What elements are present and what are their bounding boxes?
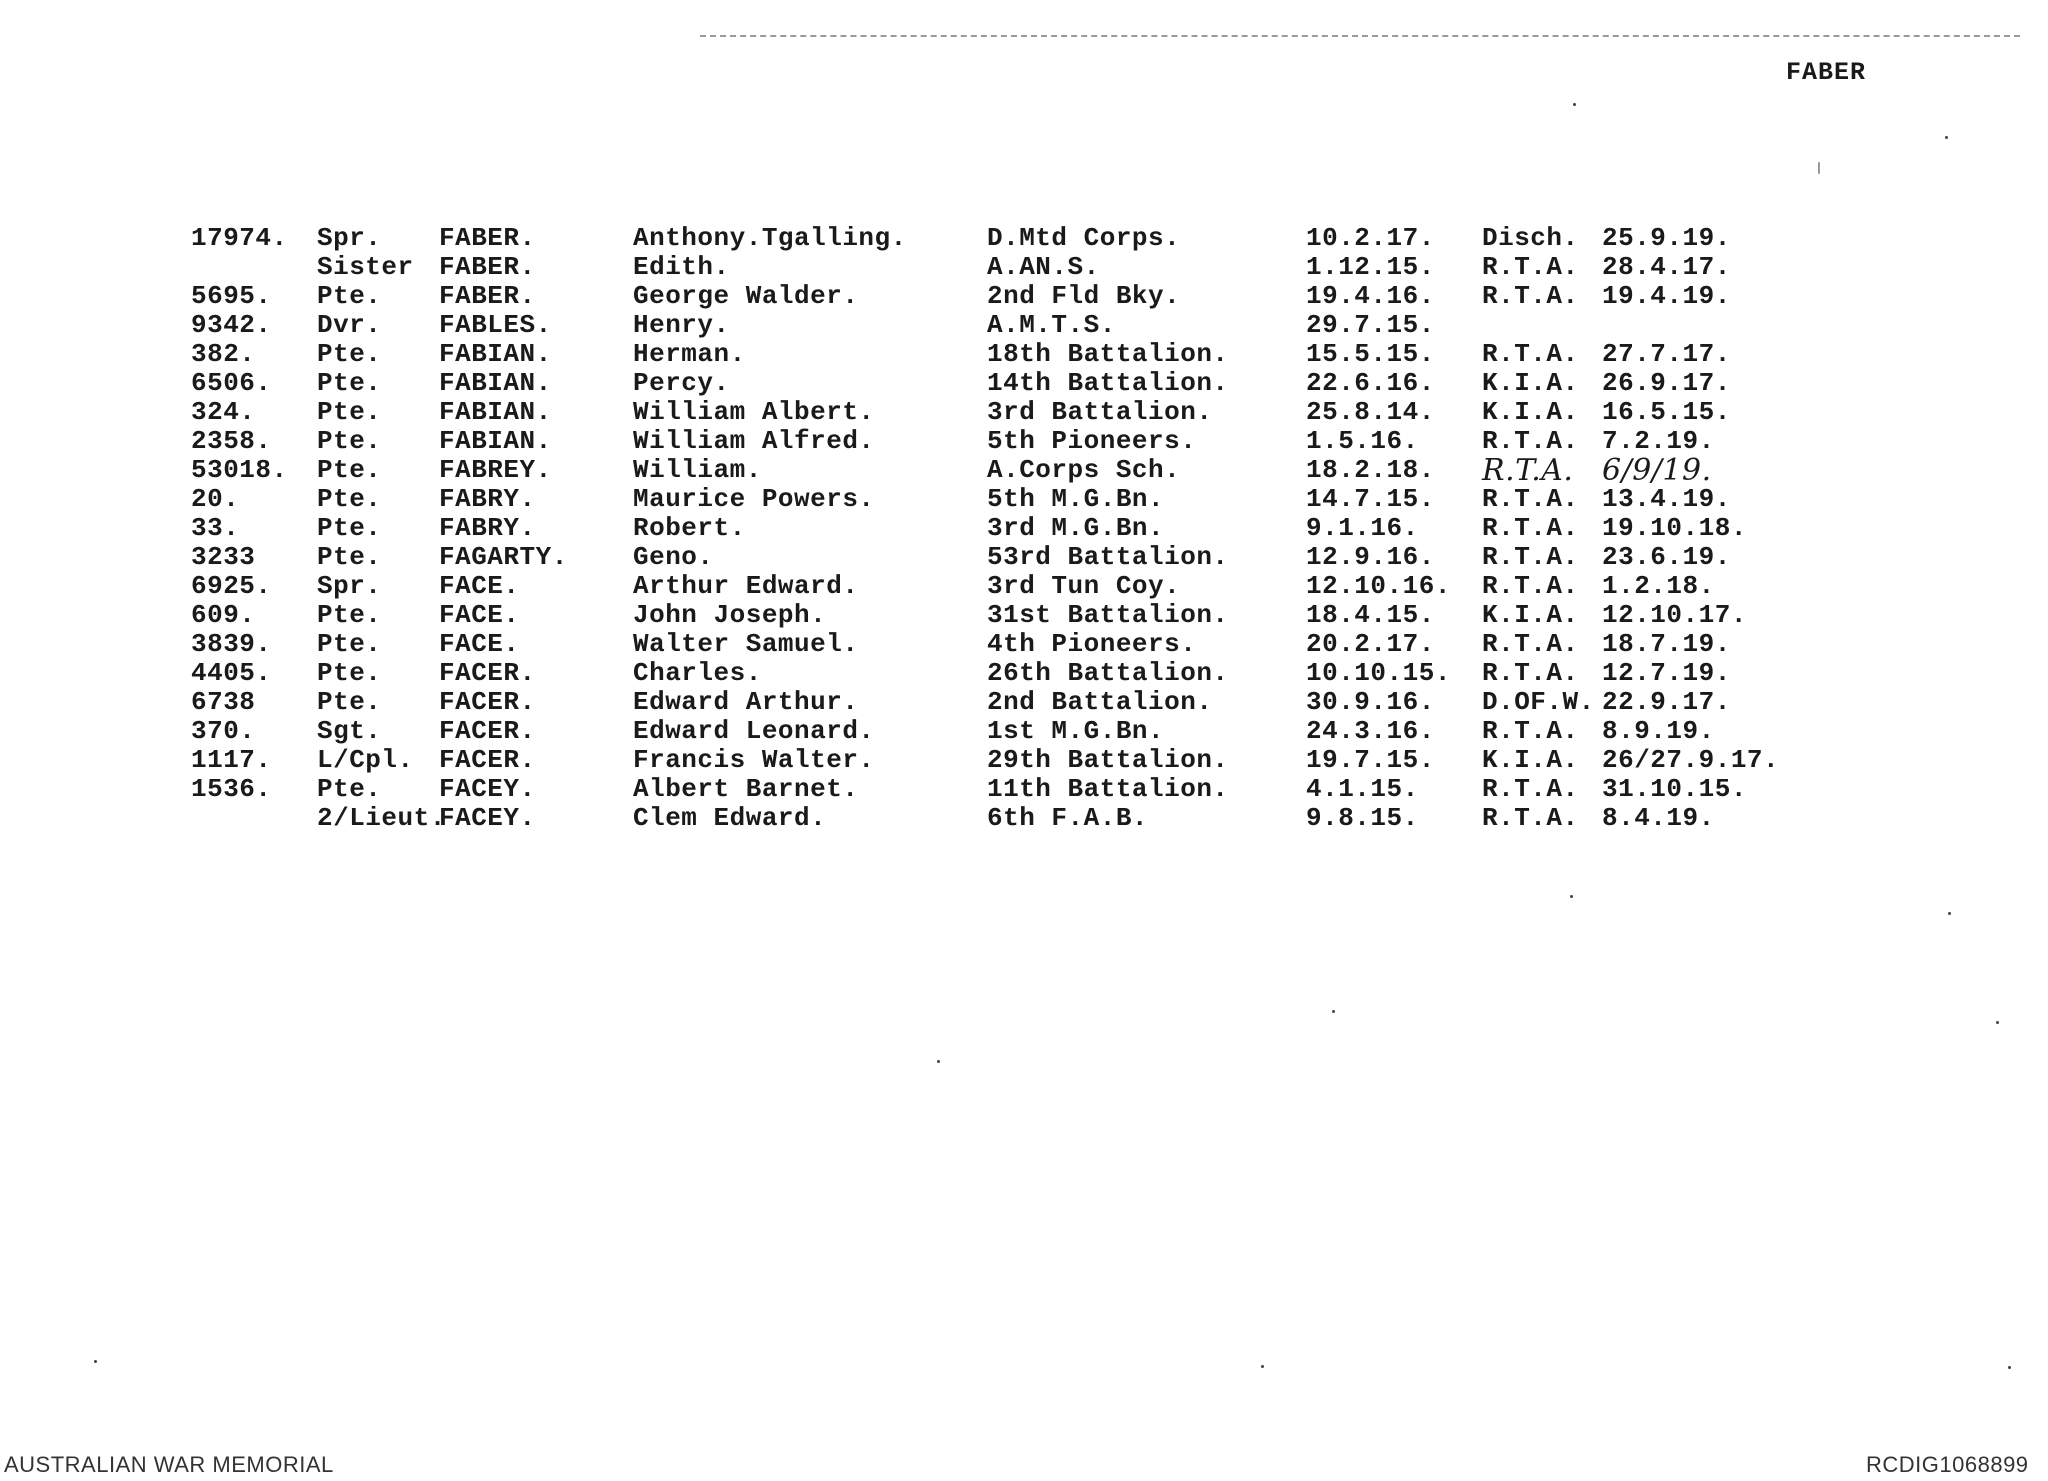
roll-row bbox=[0, 804, 1800, 833]
roll-fate-date: 23.6.19. bbox=[1602, 542, 1731, 572]
roll-row bbox=[0, 630, 1800, 659]
roll-given-names: Anthony.Tgalling. bbox=[633, 223, 907, 253]
roll-enlistment-date: 1.12.15. bbox=[1306, 252, 1435, 282]
roll-fate-date: 7.2.19. bbox=[1602, 426, 1715, 456]
scan-speck bbox=[1261, 1365, 1264, 1368]
roll-service-number: 1536. bbox=[191, 774, 272, 804]
roll-unit: 53rd Battalion. bbox=[987, 542, 1229, 572]
roll-enlistment-date: 10.10.15. bbox=[1306, 658, 1451, 688]
roll-given-names: Edith. bbox=[633, 252, 730, 282]
roll-row bbox=[0, 369, 1800, 398]
roll-enlistment-date: 14.7.15. bbox=[1306, 484, 1435, 514]
roll-fate-date: 12.7.19. bbox=[1602, 658, 1731, 688]
roll-rank: Pte. bbox=[317, 368, 382, 398]
roll-unit: 2nd Fld Bky. bbox=[987, 281, 1181, 311]
roll-given-names: George Walder. bbox=[633, 281, 859, 311]
scan-speck bbox=[1570, 895, 1573, 898]
roll-fate-date: 19.4.19. bbox=[1602, 281, 1731, 311]
roll-unit: A.AN.S. bbox=[987, 252, 1100, 282]
roll-service-number: 3839. bbox=[191, 629, 272, 659]
roll-rank: Pte. bbox=[317, 542, 382, 572]
roll-service-number: 609. bbox=[191, 600, 256, 630]
roll-fate-date: 16.5.15. bbox=[1602, 397, 1731, 427]
roll-given-names: Walter Samuel. bbox=[633, 629, 859, 659]
roll-unit: 3rd Tun Coy. bbox=[987, 571, 1181, 601]
roll-enlistment-date: 15.5.15. bbox=[1306, 339, 1435, 369]
roll-fate-date: 26.9.17. bbox=[1602, 368, 1731, 398]
roll-unit: 4th Pioneers. bbox=[987, 629, 1197, 659]
roll-fate: R.T.A. bbox=[1482, 542, 1579, 572]
roll-surname: FACER. bbox=[439, 745, 536, 775]
roll-enlistment-date: 20.2.17. bbox=[1306, 629, 1435, 659]
roll-unit: 5th Pioneers. bbox=[987, 426, 1197, 456]
roll-unit: 2nd Battalion. bbox=[987, 687, 1213, 717]
roll-given-names: Geno. bbox=[633, 542, 714, 572]
roll-row bbox=[0, 398, 1800, 427]
roll-surname: FAGARTY. bbox=[439, 542, 568, 572]
roll-unit: 11th Battalion. bbox=[987, 774, 1229, 804]
roll-given-names: Maurice Powers. bbox=[633, 484, 875, 514]
roll-fate-date: 12.10.17. bbox=[1602, 600, 1747, 630]
roll-given-names: Henry. bbox=[633, 310, 730, 340]
roll-given-names: Edward Leonard. bbox=[633, 716, 875, 746]
roll-unit: 5th M.G.Bn. bbox=[987, 484, 1165, 514]
roll-fate: D.OF.W. bbox=[1482, 687, 1595, 717]
roll-surname: FACEY. bbox=[439, 803, 536, 833]
roll-service-number: 9342. bbox=[191, 310, 272, 340]
archive-credit: AUSTRALIAN WAR MEMORIAL bbox=[4, 1452, 334, 1477]
roll-fate: K.I.A. bbox=[1482, 368, 1579, 398]
roll-fate: R.T.A. bbox=[1482, 426, 1579, 456]
roll-unit: 3rd Battalion. bbox=[987, 397, 1213, 427]
roll-row bbox=[0, 485, 1800, 514]
roll-row bbox=[0, 601, 1800, 630]
roll-fate: K.I.A. bbox=[1482, 600, 1579, 630]
roll-enlistment-date: 19.4.16. bbox=[1306, 281, 1435, 311]
roll-enlistment-date: 18.4.15. bbox=[1306, 600, 1435, 630]
roll-fate-date: 8.4.19. bbox=[1602, 803, 1715, 833]
roll-fate-date: 31.10.15. bbox=[1602, 774, 1747, 804]
roll-row bbox=[0, 688, 1800, 717]
roll-surname: FABRY. bbox=[439, 484, 536, 514]
roll-fate: R.T.A. bbox=[1482, 803, 1579, 833]
roll-row bbox=[0, 746, 1800, 775]
roll-enlistment-date: 22.6.16. bbox=[1306, 368, 1435, 398]
page-surname-heading: FABER bbox=[1786, 58, 1867, 87]
roll-enlistment-date: 1.5.16. bbox=[1306, 426, 1419, 456]
roll-fate-date: 18.7.19. bbox=[1602, 629, 1731, 659]
roll-rank: Pte. bbox=[317, 658, 382, 688]
roll-row bbox=[0, 224, 1800, 253]
roll-fate: R.T.A. bbox=[1482, 339, 1579, 369]
roll-rank: L/Cpl. bbox=[317, 745, 414, 775]
roll-unit: 3rd M.G.Bn. bbox=[987, 513, 1165, 543]
roll-service-number: 6925. bbox=[191, 571, 272, 601]
roll-service-number: 5695. bbox=[191, 281, 272, 311]
roll-rank: Spr. bbox=[317, 223, 382, 253]
roll-fate: K.I.A. bbox=[1482, 745, 1579, 775]
roll-rank: Spr. bbox=[317, 571, 382, 601]
roll-row bbox=[0, 659, 1800, 688]
roll-enlistment-date: 24.3.16. bbox=[1306, 716, 1435, 746]
roll-service-number: 6738 bbox=[191, 687, 256, 717]
roll-fate: R.T.A. bbox=[1482, 281, 1579, 311]
roll-fate: K.I.A. bbox=[1482, 397, 1579, 427]
roll-service-number: 33. bbox=[191, 513, 240, 543]
scan-speck bbox=[1948, 912, 1951, 915]
roll-row bbox=[0, 453, 1800, 488]
roll-given-names: Edward Arthur. bbox=[633, 687, 859, 717]
roll-fate-date: 19.10.18. bbox=[1602, 513, 1747, 543]
roll-enlistment-date: 10.2.17. bbox=[1306, 223, 1435, 253]
roll-fate: R.T.A. bbox=[1482, 252, 1579, 282]
scan-speck bbox=[1573, 103, 1576, 106]
roll-service-number: 3233 bbox=[191, 542, 256, 572]
roll-unit: 1st M.G.Bn. bbox=[987, 716, 1165, 746]
roll-given-names: Francis Walter. bbox=[633, 745, 875, 775]
roll-service-number: 6506. bbox=[191, 368, 272, 398]
roll-surname: FABER. bbox=[439, 252, 536, 282]
roll-given-names: Robert. bbox=[633, 513, 746, 543]
roll-fate: R.T.A. bbox=[1482, 513, 1579, 543]
roll-fate: R.T.A. bbox=[1482, 453, 1574, 488]
roll-row bbox=[0, 282, 1800, 311]
roll-fate-date: 1.2.18. bbox=[1602, 571, 1715, 601]
roll-surname: FABIAN. bbox=[439, 426, 552, 456]
roll-service-number: 53018. bbox=[191, 455, 288, 485]
roll-surname: FABRY. bbox=[439, 513, 536, 543]
roll-service-number: 1117. bbox=[191, 745, 272, 775]
roll-surname: FABIAN. bbox=[439, 339, 552, 369]
scan-speck bbox=[94, 1360, 97, 1363]
roll-rank: Pte. bbox=[317, 774, 382, 804]
roll-rank: Pte. bbox=[317, 484, 382, 514]
roll-given-names: Clem Edward. bbox=[633, 803, 827, 833]
roll-enlistment-date: 12.9.16. bbox=[1306, 542, 1435, 572]
scan-speck bbox=[937, 1060, 940, 1063]
roll-surname: FABER. bbox=[439, 281, 536, 311]
roll-fate-date: 28.4.17. bbox=[1602, 252, 1731, 282]
scan-speck bbox=[1332, 1010, 1335, 1013]
roll-unit: D.Mtd Corps. bbox=[987, 223, 1181, 253]
roll-enlistment-date: 25.8.14. bbox=[1306, 397, 1435, 427]
roll-unit: A.M.T.S. bbox=[987, 310, 1116, 340]
roll-enlistment-date: 29.7.15. bbox=[1306, 310, 1435, 340]
roll-surname: FACER. bbox=[439, 716, 536, 746]
roll-row bbox=[0, 775, 1800, 804]
roll-unit: A.Corps Sch. bbox=[987, 455, 1181, 485]
roll-given-names: William Alfred. bbox=[633, 426, 875, 456]
roll-surname: FABIAN. bbox=[439, 368, 552, 398]
roll-service-number: 20. bbox=[191, 484, 240, 514]
roll-unit: 6th F.A.B. bbox=[987, 803, 1149, 833]
roll-rank: Sgt. bbox=[317, 716, 382, 746]
roll-surname: FABER. bbox=[439, 223, 536, 253]
roll-service-number: 4405. bbox=[191, 658, 272, 688]
roll-fate-date: 22.9.17. bbox=[1602, 687, 1731, 717]
roll-fate: R.T.A. bbox=[1482, 571, 1579, 601]
archive-reference: RCDIG1068899 bbox=[1866, 1452, 2029, 1477]
roll-service-number: 382. bbox=[191, 339, 256, 369]
roll-rank: Pte. bbox=[317, 687, 382, 717]
roll-unit: 26th Battalion. bbox=[987, 658, 1229, 688]
roll-rank: Pte. bbox=[317, 397, 382, 427]
roll-row bbox=[0, 543, 1800, 572]
scan-speck bbox=[2008, 1366, 2011, 1369]
roll-enlistment-date: 4.1.15. bbox=[1306, 774, 1419, 804]
roll-row bbox=[0, 253, 1800, 282]
roll-surname: FABLES. bbox=[439, 310, 552, 340]
roll-surname: FACE. bbox=[439, 571, 520, 601]
roll-row bbox=[0, 340, 1800, 369]
scan-speck bbox=[1818, 162, 1820, 174]
scan-speck bbox=[1996, 1021, 1999, 1024]
roll-fate-date: 6/9/19. bbox=[1602, 453, 1712, 488]
roll-given-names: Albert Barnet. bbox=[633, 774, 859, 804]
roll-given-names: John Joseph. bbox=[633, 600, 827, 630]
roll-unit: 14th Battalion. bbox=[987, 368, 1229, 398]
roll-fate-date: 13.4.19. bbox=[1602, 484, 1731, 514]
roll-surname: FABREY. bbox=[439, 455, 552, 485]
roll-unit: 18th Battalion. bbox=[987, 339, 1229, 369]
roll-service-number: 324. bbox=[191, 397, 256, 427]
roll-rank: Sister bbox=[317, 252, 414, 282]
roll-rank: Dvr. bbox=[317, 310, 382, 340]
roll-fate: R.T.A. bbox=[1482, 629, 1579, 659]
roll-enlistment-date: 18.2.18. bbox=[1306, 455, 1435, 485]
roll-enlistment-date: 19.7.15. bbox=[1306, 745, 1435, 775]
roll-enlistment-date: 30.9.16. bbox=[1306, 687, 1435, 717]
roll-given-names: Arthur Edward. bbox=[633, 571, 859, 601]
top-rule bbox=[700, 35, 2020, 37]
roll-fate: Disch. bbox=[1482, 223, 1579, 253]
roll-row bbox=[0, 427, 1800, 456]
roll-given-names: Charles. bbox=[633, 658, 762, 688]
roll-rank: Pte. bbox=[317, 455, 382, 485]
roll-service-number: 17974. bbox=[191, 223, 288, 253]
roll-given-names: William. bbox=[633, 455, 762, 485]
roll-given-names: Herman. bbox=[633, 339, 746, 369]
roll-service-number: 370. bbox=[191, 716, 256, 746]
roll-service-number: 2358. bbox=[191, 426, 272, 456]
roll-rank: Pte. bbox=[317, 629, 382, 659]
roll-row bbox=[0, 514, 1800, 543]
roll-row bbox=[0, 717, 1800, 746]
scan-speck bbox=[1945, 136, 1948, 139]
roll-given-names: William Albert. bbox=[633, 397, 875, 427]
roll-surname: FACE. bbox=[439, 629, 520, 659]
roll-surname: FABIAN. bbox=[439, 397, 552, 427]
roll-rank: Pte. bbox=[317, 513, 382, 543]
roll-rank: Pte. bbox=[317, 426, 382, 456]
roll-unit: 31st Battalion. bbox=[987, 600, 1229, 630]
roll-enlistment-date: 12.10.16. bbox=[1306, 571, 1451, 601]
roll-fate: R.T.A. bbox=[1482, 484, 1579, 514]
roll-rank: Pte. bbox=[317, 339, 382, 369]
roll-rank: Pte. bbox=[317, 600, 382, 630]
roll-fate: R.T.A. bbox=[1482, 658, 1579, 688]
roll-surname: FACER. bbox=[439, 658, 536, 688]
roll-enlistment-date: 9.1.16. bbox=[1306, 513, 1419, 543]
roll-fate-date: 27.7.17. bbox=[1602, 339, 1731, 369]
roll-surname: FACER. bbox=[439, 687, 536, 717]
roll-surname: FACEY. bbox=[439, 774, 536, 804]
roll-given-names: Percy. bbox=[633, 368, 730, 398]
roll-rank: 2/Lieut. bbox=[317, 803, 446, 833]
roll-surname: FACE. bbox=[439, 600, 520, 630]
roll-row bbox=[0, 311, 1800, 340]
roll-fate: R.T.A. bbox=[1482, 774, 1579, 804]
roll-row bbox=[0, 572, 1800, 601]
roll-unit: 29th Battalion. bbox=[987, 745, 1229, 775]
roll-fate-date: 26/27.9.17. bbox=[1602, 745, 1780, 775]
roll-fate-date: 25.9.19. bbox=[1602, 223, 1731, 253]
roll-fate-date: 8.9.19. bbox=[1602, 716, 1715, 746]
roll-fate: R.T.A. bbox=[1482, 716, 1579, 746]
roll-rank: Pte. bbox=[317, 281, 382, 311]
roll-enlistment-date: 9.8.15. bbox=[1306, 803, 1419, 833]
